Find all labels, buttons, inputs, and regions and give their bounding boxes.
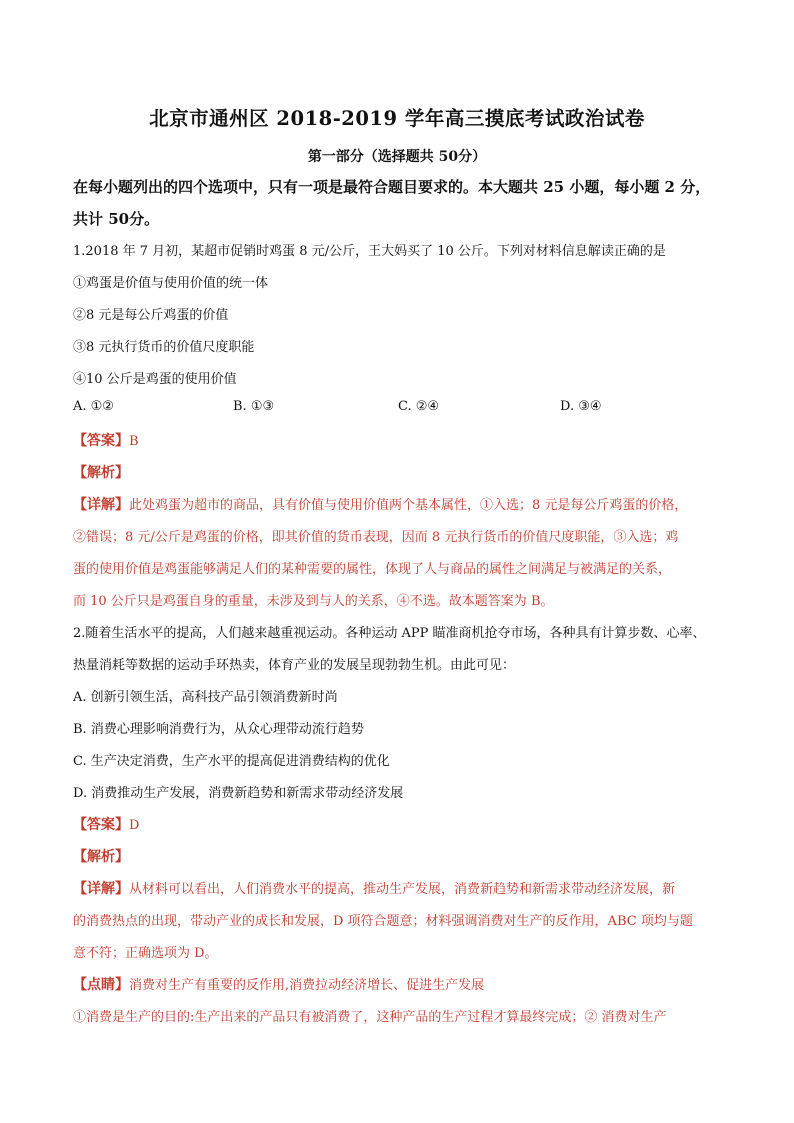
q2-detail-line-3: 意不符；正确选项为 D。 — [73, 946, 218, 961]
q1-option-b: B. ①③ — [233, 399, 275, 414]
q1-option-c: C. ②④ — [398, 399, 440, 414]
q2-option-a: A. 创新引领生活，高科技产品引领消费新时尚 — [73, 690, 338, 705]
q1-detail-line-1 — [73, 494, 723, 514]
q2-detail-label: 【详解】 — [73, 881, 129, 897]
q2-point-label: 【点睛】 — [73, 977, 129, 993]
q1-detail-line-3: 蛋的使用价值是鸡蛋能够满足人们的某种需要的属性，体现了人与商品的属性之间满足与被满足的关系， — [73, 562, 672, 577]
q2-detail-line-2: 的消费热点的出现，带动产业的成长和发展，D 项符合题意；材料强调消费对生产的反作用，ABC 项均与题 — [73, 914, 693, 929]
q1-detail-line-2: ②错误；8 元/公斤是鸡蛋的价格，即其价值的货币表现，因而 8 元执行货币的价值尺度职能，③入选；鸡 — [73, 530, 679, 545]
q2-analysis-heading — [73, 846, 723, 866]
q2-point-text-1: 消费对生产有重要的反作用,消费拉动经济增长、促进生产发展 — [129, 978, 485, 993]
q1-detail-text-1: 此处鸡蛋为超市的商品，具有价值与使用价值两个基本属性，①入选；8 元是每公斤鸡蛋的价格， — [129, 498, 688, 513]
q1-detail-label: 【详解】 — [73, 497, 129, 513]
q1-answer-value: B — [129, 434, 139, 449]
q1-statement-2: ②8 元是每公斤鸡蛋的价值 — [73, 308, 229, 323]
q2-detail-line-1 — [73, 878, 723, 898]
q1-statement-1: ①鸡蛋是价值与使用价值的统一体 — [73, 276, 269, 291]
q1-option-d: D. ③④ — [560, 399, 602, 414]
q2-analysis-label: 【解析】 — [73, 849, 129, 865]
q2-option-d: D. 消费推动生产发展，消费新趋势和新需求带动经济发展 — [73, 786, 404, 801]
section-subtitle: 第一部分（选择题共 50分） — [307, 149, 487, 165]
q1-statement-4: ④10 公斤是鸡蛋的使用价值 — [73, 372, 237, 387]
q2-stem-line-2: 热量消耗等数据的运动手环热卖，体育产业的发展呈现勃勃生机。由此可见： — [73, 658, 516, 673]
q1-answer — [73, 430, 723, 450]
q1-statement-3: ③8 元执行货币的价值尺度职能 — [73, 340, 255, 355]
q2-option-c: C. 生产决定消费，生产水平的提高促进消费结构的优化 — [73, 754, 390, 769]
q1-option-a: A. ①② — [73, 399, 114, 414]
q2-point-line-1 — [73, 974, 723, 994]
q1-analysis-heading — [73, 462, 723, 482]
q2-detail-text-1: 从材料可以看出，人们消费水平的提高，推动生产发展，消费新趋势和新需求带动经济发展，新 — [129, 882, 676, 897]
instructions-line-2: 共计 50分。 — [73, 210, 160, 228]
q2-stem-line-1: 2.随着生活水平的提高，人们越来越重视运动。各种运动 APP 瞄准商机抢夺市场，各种具有计算步数、心率、 — [73, 626, 706, 641]
q2-option-b: B. 消费心理影响消费行为，从众心理带动流行趋势 — [73, 722, 364, 737]
q1-detail-line-4: 而 10 公斤只是鸡蛋自身的重量，未涉及到与人的关系，④不选。故本题答案为 B。 — [73, 594, 554, 609]
q1-answer-label: 【答案】 — [73, 433, 129, 449]
q1-stem: 1.2018 年 7 月初，某超市促销时鸡蛋 8 元/公斤，王大妈买了 10 公斤。下列对材料信息解读正确的是 — [73, 244, 666, 259]
instructions-line-1: 在每小题列出的四个选项中，只有一项是最符合题目要求的。本大题共 25 小题，每小题 2 分， — [73, 178, 711, 196]
q2-answer-label: 【答案】 — [73, 817, 129, 833]
page-title: 北京市通州区 2018-2019 学年高三摸底考试政治试卷 — [149, 107, 645, 130]
q2-point-line-2: ①消费是生产的目的:生产出来的产品只有被消费了，这种产品的生产过程才算最终完成；② 消费对生产 — [73, 1010, 667, 1025]
q2-answer — [73, 814, 723, 834]
q1-analysis-label: 【解析】 — [73, 465, 129, 481]
q2-answer-value: D — [129, 818, 140, 833]
